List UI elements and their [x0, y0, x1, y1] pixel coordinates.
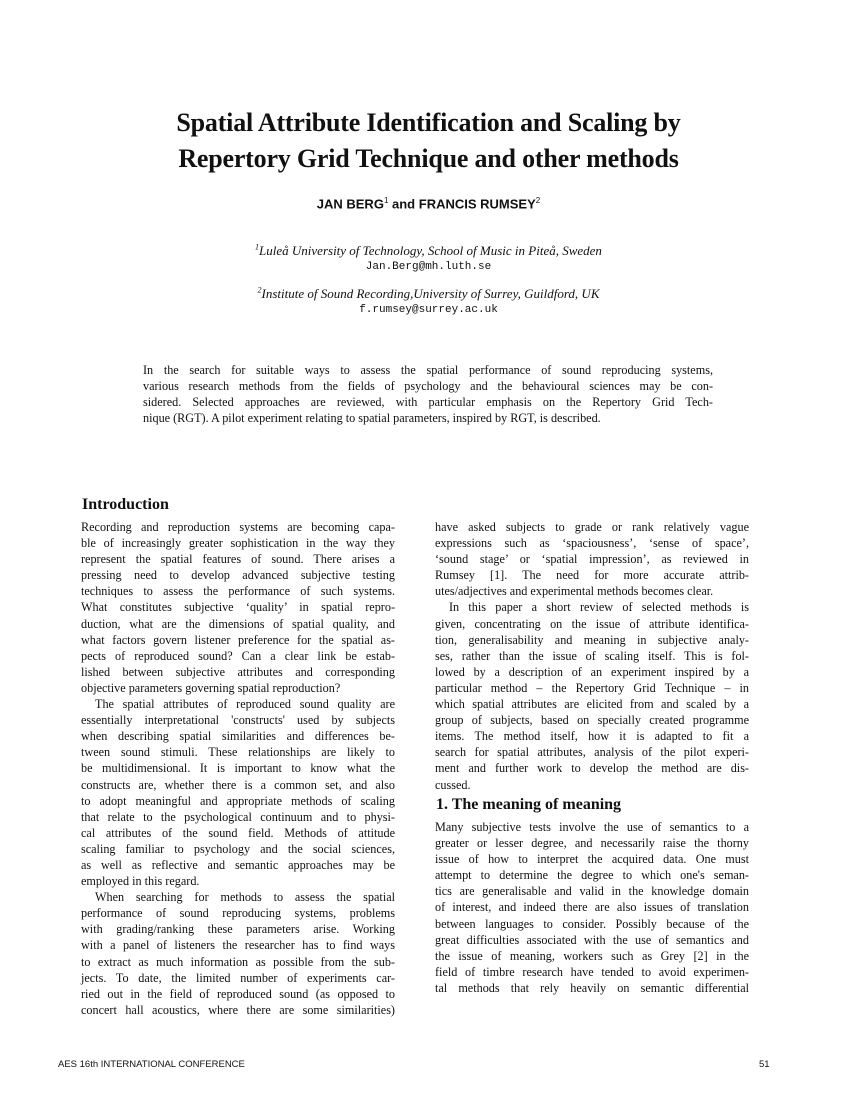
text-line: techniques to assess the performance of such systems.	[81, 584, 395, 599]
text-line: when describing spatial similarities and differences be-	[81, 729, 395, 744]
text-line: to adopt meaningful and appropriate methods of scaling	[81, 793, 395, 808]
section-heading-meaning: 1. The meaning of meaning	[436, 796, 622, 813]
text-line: the issue of meaning, workers such as Grey [2] in the	[435, 948, 749, 963]
text-line: tween sound stimuli. These relationships are likely to	[81, 745, 395, 760]
title-line: Spatial Attribute Identification and Scaling by	[176, 108, 681, 137]
text-line: particular method – the Repertory Grid Technique – in	[435, 680, 749, 695]
text-line: lowed by a description of an experiment inspired by a	[435, 664, 749, 679]
text-line: jects. To date, the limited number of experiments car-	[81, 970, 395, 985]
text-line: be multidimensional. It is important to know what the	[81, 761, 395, 776]
abstract-line: nique (RGT). A pilot experiment relating to spatial parameters, inspired by RGT, is described.	[143, 411, 601, 425]
text-line: represent the spatial features of sound. There arises a	[81, 552, 395, 567]
text-line: ‘sound stage’ or ‘spatial impression’, as reviewed in	[435, 552, 749, 567]
text-line: field of timbre research have tended to avoid experimen-	[435, 964, 749, 979]
abstract-line: In the search for suitable ways to assess the spatial performance of sound reproducing systems,	[143, 363, 713, 377]
text-line: ried out in the field of reproduced sound (as opposed to	[81, 986, 395, 1001]
text-line: constructs are, whether there is a common set, and also	[81, 777, 395, 792]
abstract-line: various research methods from the fields of psychology and the behavioural sciences may be con-	[143, 379, 713, 393]
affiliation-institution	[255, 243, 602, 258]
text-line: have asked subjects to grade or rank relatively vague	[435, 520, 749, 534]
text-line: of interest, and indeed there are also issues of translation	[435, 900, 749, 915]
text-line: employed in this regard.	[81, 874, 200, 889]
text-line: items. The method itself, how it is adapted to fit a	[435, 729, 749, 744]
text-line: objective parameters governing spatial reproduction?	[81, 680, 341, 695]
right-column	[435, 519, 749, 793]
paper-title	[0, 105, 857, 177]
affiliation-institution	[258, 286, 600, 301]
paragraph	[435, 519, 749, 599]
affiliation-marker: 2	[257, 286, 262, 295]
affiliation-marker: 1	[255, 243, 260, 252]
text-line: issue of how to interpret the acquired data. One must	[435, 852, 749, 867]
text-line: tion, generalisability and meaning in subjective analy-	[435, 632, 749, 647]
text-line: what factors govern listener preference for the spatial as-	[81, 632, 395, 647]
text-line: scaling familiar to psychology and the social sciences,	[81, 841, 395, 856]
author-email: Jan.Berg@mh.luth.se	[365, 261, 492, 274]
text-line: which spatial attributes are elicited from and scaled by a	[435, 697, 749, 712]
text-line: as well as reflective and semantic approaches may be	[81, 857, 395, 872]
text-line: group of subjects, based on specially created programme	[435, 713, 749, 728]
author-name: FRANCIS RUMSEY	[418, 196, 536, 212]
text-line: utes/adjectives and experimental methods becomes clear.	[435, 584, 714, 599]
text-line: ble of increasingly greater sophistication in the way they	[81, 536, 395, 551]
text-line: When searching for methods to assess the spatial	[95, 890, 395, 905]
author-conjunction: and	[392, 196, 416, 212]
text-line: with grading/ranking these parameters arise. Working	[81, 922, 395, 937]
institution-name: Institute of Sound Recording,University of Surrey, Guildford, UK	[261, 286, 600, 302]
abstract	[143, 362, 713, 426]
author-list	[0, 196, 857, 211]
text-line: Rumsey [1]. The need for more accurate attrib-	[435, 568, 749, 583]
text-line: cal attributes of the sound field. Methods of attitude	[81, 825, 395, 840]
text-line: expressions such as ‘spaciousness’, ‘sense of space’,	[435, 536, 749, 551]
paragraph	[435, 599, 749, 792]
section-heading-introduction: Introduction	[82, 496, 169, 513]
text-line: with a panel of listeners the researcher has to find ways	[81, 938, 395, 953]
text-line: search for spatial attributes, analysis of the pilot experi-	[435, 745, 749, 760]
text-line: The spatial attributes of reproduced sound quality are	[95, 697, 395, 712]
text-line: attempt to determine the degree to which one's seman-	[435, 868, 749, 883]
institution-name: Luleå University of Technology, School of Music in Piteå, Sweden	[259, 243, 602, 259]
abstract-line: sidered. Selected approaches are reviewed, with particular emphasis on the Repertory Grid Tech-	[143, 395, 713, 409]
text-line: great difficulties associated with the use of semantics and	[435, 932, 749, 947]
text-line: concert hall acoustics, where there are some similarities)	[81, 1002, 395, 1017]
text-line: ment and further work to develop the method are dis-	[435, 761, 749, 776]
text-line: tics are generalisable and valid in the knowledge domain	[435, 884, 749, 899]
affiliation-block	[0, 243, 857, 273]
affiliation-block	[0, 286, 857, 316]
affiliation-marker: 2	[535, 196, 541, 205]
text-line: essentially interpretational 'constructs' used by subjects	[81, 713, 395, 728]
right-column-section-1	[435, 819, 749, 996]
left-column	[81, 519, 395, 1018]
text-line: pressing need to develop advanced subjective testing	[81, 568, 395, 583]
paragraph	[435, 819, 749, 996]
author-email: f.rumsey@surrey.ac.uk	[359, 304, 498, 317]
footer-conference: AES 16th INTERNATIONAL CONFERENCE	[58, 1059, 245, 1070]
text-line: lished between subjective attributes and corresponding	[81, 664, 395, 679]
text-line: that relate to the psychological continuum and to physi-	[81, 809, 395, 824]
text-line: greater or lesser degree, and necessarily raise the thorny	[435, 836, 749, 851]
text-line: performance of sound reproducing systems, problems	[81, 906, 395, 921]
text-line: Recording and reproduction systems are becoming capa-	[81, 520, 395, 534]
affiliation-marker: 1	[383, 196, 389, 205]
text-line: Many subjective tests involve the use of semantics to a	[435, 820, 749, 834]
text-line: cussed.	[435, 777, 471, 792]
paragraph	[81, 696, 395, 889]
text-line: pects of reproduced sound? Can a clear link be estab-	[81, 648, 395, 663]
text-line: duction, what are the dimensions of spatial quality, and	[81, 616, 395, 631]
paragraph	[81, 889, 395, 1018]
author-name: JAN BERG	[316, 196, 384, 212]
text-line: tal methods that rely heavily on semantic differential	[435, 980, 749, 995]
page-number: 51	[759, 1059, 770, 1070]
text-line: What constitutes subjective ‘quality’ in spatial repro-	[81, 600, 395, 615]
title-line: Repertory Grid Technique and other methods	[178, 144, 679, 173]
text-line: between languages to consider. Possibly because of the	[435, 916, 749, 931]
text-line: ses, rather than the issue of scaling itself. This is fol-	[435, 648, 749, 663]
text-line: given, concentrating on the issue of attribute identifica-	[435, 616, 749, 631]
paragraph	[81, 519, 395, 696]
text-line: to extract as much information as possible from the sub-	[81, 954, 395, 969]
text-line: In this paper a short review of selected methods is	[449, 600, 749, 615]
